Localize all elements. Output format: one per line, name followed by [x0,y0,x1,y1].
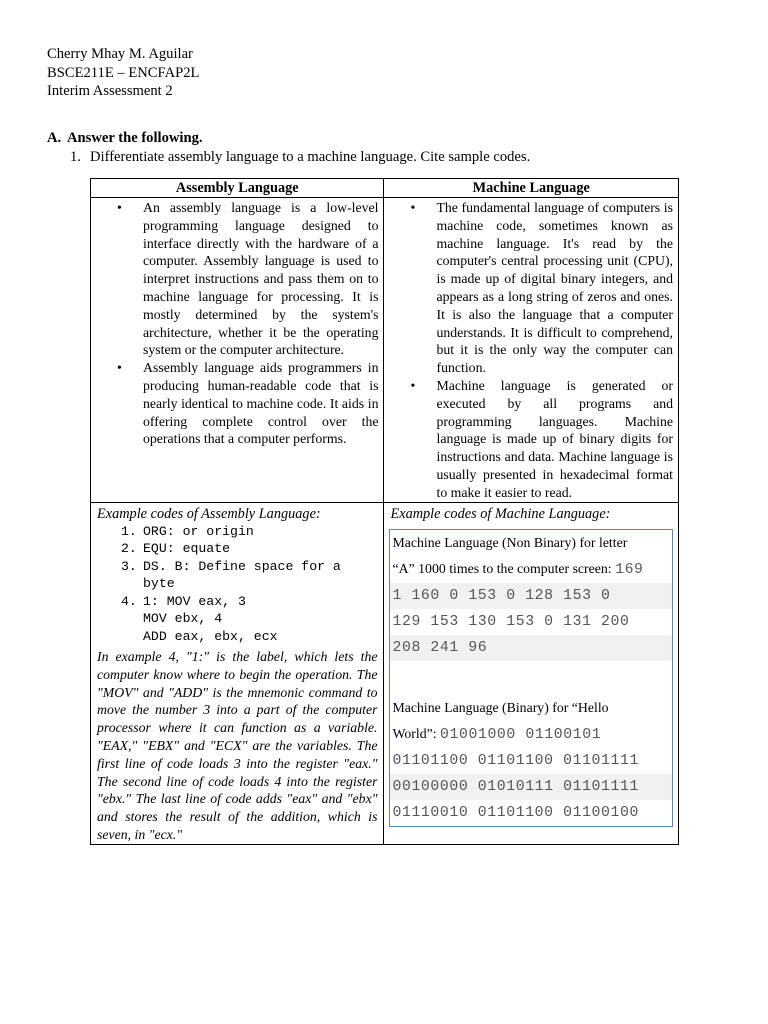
course-code: BSCE211E – ENCFAP2L [47,65,200,81]
machine-example-heading: Example codes of Machine Language: [390,505,611,522]
code-line: ADD eax, ebx, ecx [143,628,278,644]
nonbinary-code-line: 129 153 130 153 0 131 200 [392,613,630,630]
code-line: 1: MOV eax, 3 [143,593,246,609]
nonbinary-code: 169 [615,561,644,578]
question-number: 1. [70,149,81,165]
code-line: DS. B: Define space for a [143,558,341,574]
section-label: A. [47,130,62,146]
code-number: 2. [121,541,137,557]
assembly-code-list [91,523,383,646]
code-item [121,593,383,646]
code-line: EQU: equate [143,541,231,557]
assembly-bullet-list [91,199,378,448]
code-line: ORG: or origin [143,523,254,539]
question-text: Differentiate assembly language to a machine language. Cite sample codes. [90,149,531,165]
code-number: 1. [121,523,137,539]
assembly-example-cell [91,502,384,844]
section-heading [47,130,203,147]
comparison-table [90,178,679,845]
machine-definition-cell [384,198,679,503]
list-item: • The fundamental language of computers is machine code, sometimes known as machine language. It's read by the computer's central processing unit (CPU), is made up of digital binary integers, and appears as a long string of zeros and ones. It is also the language that a computer understands. It is difficult to comprehend, but it is the only way the computer can function. [436,199,673,377]
code-number: 4. [121,593,137,609]
assessment-title: Interim Assessment 2 [47,83,173,99]
binary-code-line: 01101100 01101100 01101111 [392,752,639,769]
binary-label: Machine Language (Binary) for “Hello [392,699,609,715]
question-1 [70,149,530,166]
code-line: MOV ebx, 4 [143,611,223,627]
spacer [390,661,672,695]
binary-label-line [390,721,672,748]
binary-label-line [390,695,672,721]
code-item [121,558,383,593]
list-item: • Assembly language aids programmers in producing human-readable code that is nearly identical to machine code. It aids in offering complete control over the operations that a computer performs. [143,359,378,448]
machine-bullet-list [384,199,673,502]
code-item [121,540,383,558]
assembly-example-heading: Example codes of Assembly Language: [97,505,321,522]
nonbinary-label: “A” 1000 times to the computer screen: [392,560,616,576]
list-item: • An assembly language is a low-level programming language designed to interface directly with the hardware of a computer. Assembly language is used to interpret instructions and pass them on to machine language for processing. It is mostly determined by the system's architecture, whether it be the operating system or the computer architecture. [143,199,378,359]
header-machine: Machine Language [384,179,679,198]
binary-label: World”: [392,725,441,741]
header-assembly: Assembly Language [91,179,384,198]
nonbinary-label-line [390,556,672,583]
nonbinary-code-line: 208 241 96 [390,635,672,661]
section-title: Answer the following. [67,130,203,146]
nonbinary-label-line [390,530,672,556]
nonbinary-code-line: 1 160 0 153 0 128 153 0 [390,583,672,609]
assembly-definition-cell [91,198,384,503]
definitions-row [91,198,679,503]
nonbinary-label: Machine Language (Non Binary) for letter [392,534,628,550]
code-item [121,523,383,541]
binary-code-line: 01110010 01101100 01100100 [392,804,639,821]
table-header-row [91,179,679,198]
list-item: • Machine language is generated or executed by all programs and programming languages. Machine language is made up of binary digits for instructions and data. Machine language is usually presented in hexadecimal format to make it easier to read. [436,377,673,502]
code-line: byte [143,576,175,592]
machine-code-box [389,529,673,827]
code-number: 3. [121,558,137,574]
author-name: Cherry Mhay M. Aguilar [47,46,193,62]
examples-row [91,502,679,844]
machine-example-cell [384,502,679,844]
assembly-explanation: In example 4, "1:" is the label, which lets the computer know where to begin the operation. The "MOV" and "ADD" is the mnemonic command to move the number 3 into a part of the computer processor where it can function as a variable. "EAX," "EBX" and "ECX" are the variables. The first line of code loads 3 into the register "eax." The second line of code loads 4 into the register "ebx." The last line of code adds "eax" and "ebx" and stores the result of the addition, which is seven, in "ecx." [97,649,378,843]
binary-code: 01001000 01100101 [440,726,602,743]
binary-code-line: 00100000 01010111 01101111 [390,774,672,800]
